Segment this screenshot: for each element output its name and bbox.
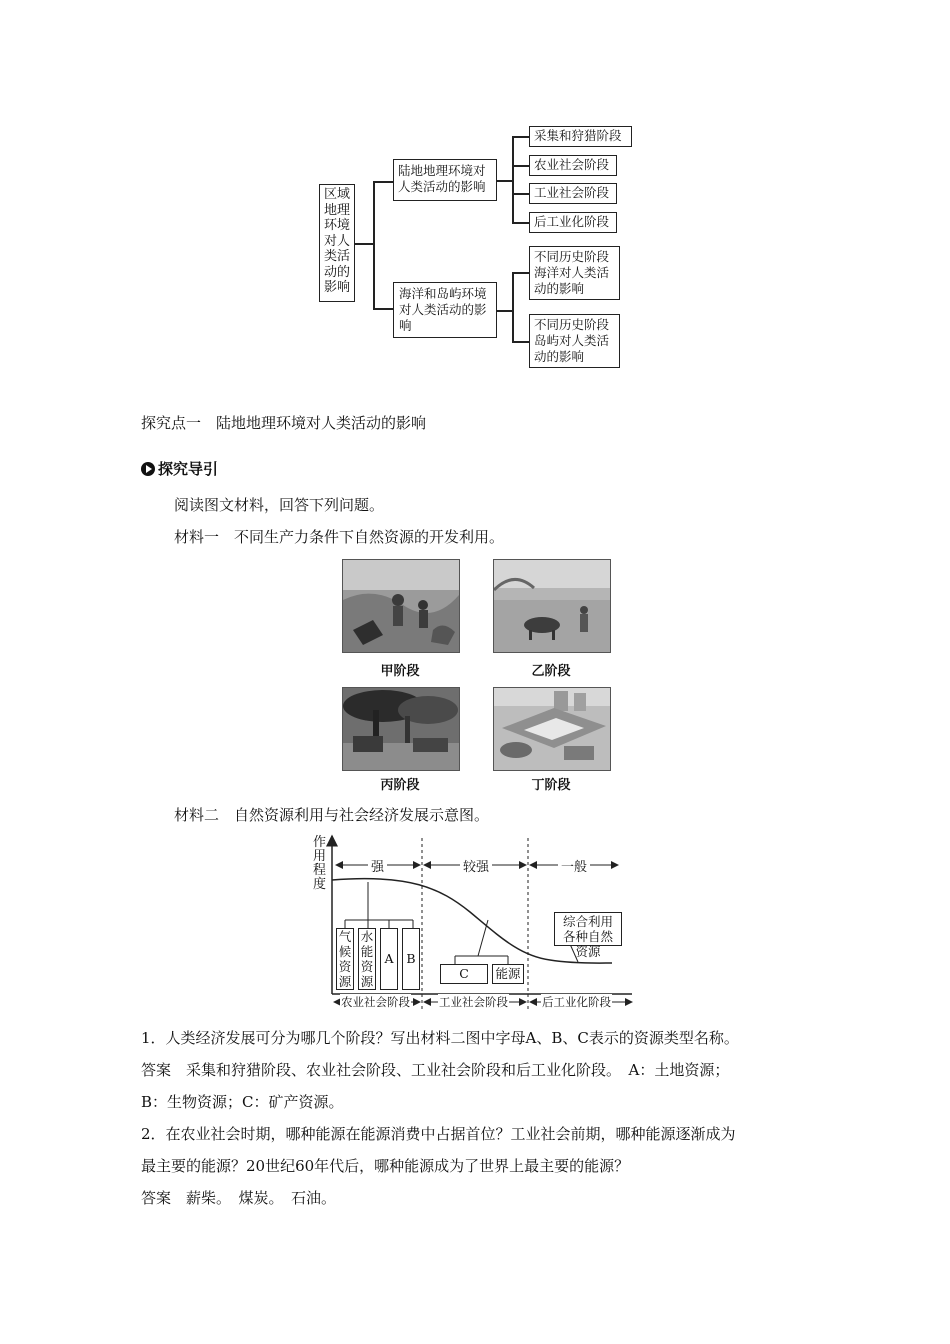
stage-industry: 工业社会阶段 xyxy=(439,995,508,1009)
tree-branch-land: 陆地地理环境对人类活动的影响 xyxy=(393,159,497,201)
tree-leaf-ocean: 不同历史阶段海洋对人类活动的影响 xyxy=(529,246,620,300)
tree-leaf-industry: 工业社会阶段 xyxy=(529,183,617,204)
tree-leaf-island: 不同历史阶段岛屿对人类活动的影响 xyxy=(529,314,620,368)
tree-leaf-agriculture: 农业社会阶段 xyxy=(529,155,617,176)
material-one: 材料一 不同生产力条件下自然资源的开发利用。 xyxy=(174,528,505,546)
answer-1-line-2: B：生物资源；C：矿产资源。 xyxy=(141,1093,344,1111)
tree-leaf-hunting: 采集和狩猎阶段 xyxy=(529,126,632,147)
stage-postindustry: 后工业化阶段 xyxy=(542,995,611,1009)
box-water-resource: 水能资源 xyxy=(358,928,376,990)
caption-yi: 乙阶段 xyxy=(531,664,571,679)
answer-1-line-1: 答案 采集和狩猎阶段、农业社会阶段、工业社会阶段和后工业化阶段。 A：土地资源； xyxy=(141,1061,730,1079)
answer-2: 答案 薪柴。 煤炭。 石油。 xyxy=(141,1189,337,1207)
box-b: B xyxy=(402,928,420,990)
photo-farming-stage xyxy=(493,559,611,653)
section-title: 探究点一 陆地地理环境对人类活动的影响 xyxy=(141,414,427,432)
tree-leaf-postindustry: 后工业化阶段 xyxy=(529,212,617,233)
resource-diagram xyxy=(300,832,640,1012)
photo-postindustrial-stage xyxy=(493,687,611,771)
photo-hunting-stage xyxy=(342,559,460,653)
guide-heading: 探究导引 xyxy=(141,458,218,479)
question-1: 1．人类经济发展可分为哪几个阶段？写出材料二图中字母A、B、C表示的资源类型名称。 xyxy=(141,1029,739,1047)
caption-ding: 丁阶段 xyxy=(531,778,571,793)
box-integrated-use: 综合利用各种自然资源 xyxy=(554,912,622,946)
material-two: 材料二 自然资源利用与社会经济发展示意图。 xyxy=(174,806,490,824)
intro-text: 阅读图文材料，回答下列问题。 xyxy=(174,496,385,514)
strength-general: 一般 xyxy=(558,856,590,875)
tree-root: 区域地理环境对人类活动的影响 xyxy=(319,184,355,302)
question-2-line-1: 2．在农业社会时期，哪种能源在能源消费中占据首位？工业社会前期，哪种能源逐渐成为 xyxy=(141,1125,736,1143)
box-energy: 能源 xyxy=(492,964,524,984)
strength-strong: 强 xyxy=(368,856,387,875)
box-a: A xyxy=(380,928,398,990)
diagram-ylabel: 作用程度 xyxy=(313,835,327,892)
tree-branch-ocean: 海洋和岛屿环境对人类活动的影响 xyxy=(393,282,497,338)
photo-industrial-stage xyxy=(342,687,460,771)
stage-agriculture: 农业社会阶段 xyxy=(341,995,410,1009)
caption-bing: 丙阶段 xyxy=(380,778,420,793)
caption-jia: 甲阶段 xyxy=(380,664,420,679)
question-2-line-2: 最主要的能源？20世纪60年代后，哪种能源成为了世界上最主要的能源？ xyxy=(141,1157,630,1175)
box-c: C xyxy=(440,964,488,984)
strength-medium: 较强 xyxy=(460,856,492,875)
box-climate-resource: 气候资源 xyxy=(336,928,354,990)
play-circle-icon xyxy=(141,462,155,476)
